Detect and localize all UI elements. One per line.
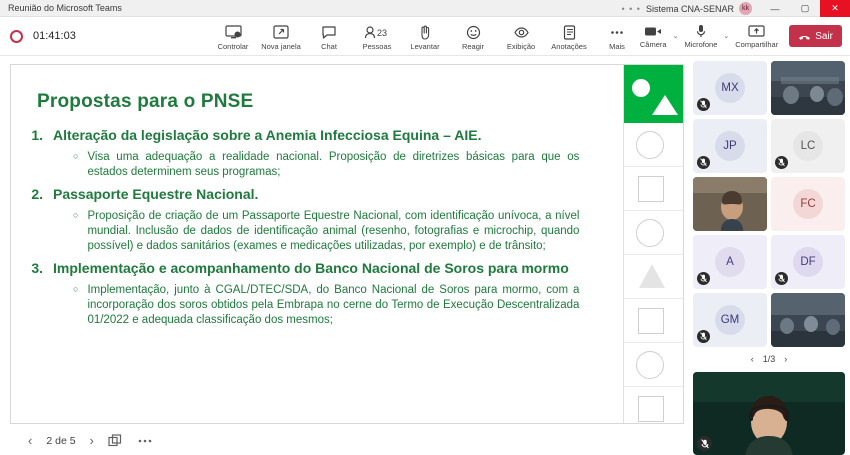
svg-text:23: 23 (377, 27, 388, 38)
list-item (29, 186, 683, 254)
avatar: DF (793, 247, 823, 277)
share-label: Compartilhar (735, 40, 779, 49)
more-button[interactable] (593, 22, 641, 51)
avatar: A (715, 247, 745, 277)
participant-rail (690, 56, 850, 455)
people-icon (364, 24, 390, 41)
next-slide-button[interactable]: › (89, 433, 94, 448)
raise-hand-label: Levantar (410, 41, 440, 51)
decoration-circle (636, 351, 664, 379)
sub-bullet (73, 209, 683, 255)
share-button[interactable] (732, 23, 781, 49)
bullet-number: 3. (31, 260, 43, 277)
view-button[interactable] (497, 22, 545, 51)
participant-tile[interactable] (771, 177, 845, 231)
decoration-circle (636, 219, 664, 247)
chat-label: Chat (321, 41, 337, 51)
meeting-timer: 01:41:03 (33, 30, 76, 42)
list-item (29, 260, 683, 328)
sub-bullet (73, 150, 683, 181)
roster-next-page-button[interactable]: › (784, 353, 788, 364)
mic-muted-icon (697, 156, 710, 169)
avatar: MX (715, 73, 745, 103)
decoration-cell (624, 387, 684, 424)
mic-muted-icon (697, 272, 710, 285)
spotlight-participant-tile[interactable] (693, 372, 845, 455)
presentation-slide[interactable] (10, 64, 684, 424)
sub-bullet-icon: ○ (73, 283, 79, 294)
sub-bullet (73, 283, 683, 329)
more-icon (609, 24, 625, 41)
bullet-number: 2. (31, 186, 43, 203)
participant-tile[interactable] (771, 119, 845, 173)
raise-hand-icon (418, 24, 432, 41)
slide-navigation (10, 424, 684, 448)
list-item (29, 127, 683, 180)
decoration-circle (636, 131, 664, 159)
reactions-button[interactable] (449, 22, 497, 51)
video-feed (771, 61, 845, 115)
participant-tile[interactable] (771, 61, 845, 115)
more-label: Mais (609, 41, 625, 51)
bullet-text: Passaporte Equestre Nacional. (53, 186, 259, 203)
window-title: Reunião do Microsoft Teams (8, 3, 122, 13)
bullet-text: Implementação e acompanhamento do Banco Nacional de Soros para mormo (53, 260, 569, 277)
title-bar (0, 0, 850, 17)
avatar: LC (793, 131, 823, 161)
mic-muted-icon (775, 156, 788, 169)
chevron-down-icon[interactable]: ⌄ (672, 33, 679, 40)
participant-tile[interactable] (693, 235, 767, 289)
sub-bullet-icon: ○ (73, 150, 79, 161)
share-screen-icon (748, 23, 765, 39)
meeting-name: Sistema CNA-SENAR (645, 3, 734, 14)
participant-tile[interactable] (693, 61, 767, 115)
decoration-green-block (624, 65, 684, 123)
decoration-cell (624, 299, 684, 343)
notes-label: Anotações (551, 41, 587, 51)
more-options-icon[interactable] (137, 434, 153, 448)
sub-bullet-text: Visa uma adequação a realidade nacional. Proposição de diretrizes básicas para que os estados determinem seus programas; (87, 150, 580, 178)
roster-page-indicator: 1/3 (762, 353, 776, 364)
title-bar-right (622, 0, 850, 17)
reactions-label: Reagir (461, 41, 485, 51)
control-button-label: Controlar (217, 41, 249, 51)
overflow-dots-icon: • • • (621, 3, 641, 14)
notes-button[interactable] (545, 22, 593, 51)
control-button[interactable] (209, 22, 257, 51)
close-button[interactable]: ✕ (820, 0, 850, 17)
participant-tile-active-speaker[interactable] (693, 177, 767, 231)
people-label: Pessoas (362, 41, 392, 51)
avatar: GM (715, 305, 745, 335)
avatar[interactable]: kk (739, 2, 752, 15)
new-window-label: Nova janela (261, 41, 301, 51)
leave-label: Sair (815, 30, 833, 42)
mic-muted-icon (775, 272, 788, 285)
microphone-icon (695, 23, 707, 39)
minimize-button[interactable]: — (770, 3, 780, 14)
new-window-button[interactable] (257, 22, 305, 51)
meeting-toolbar (0, 17, 850, 56)
shared-content-area (0, 56, 690, 455)
people-button[interactable] (353, 22, 401, 51)
slide-bullet-list (29, 127, 683, 329)
video-feed (771, 293, 845, 347)
participant-tile[interactable] (693, 293, 767, 347)
phone-hangup-icon (798, 32, 811, 41)
decoration-triangle (639, 264, 665, 288)
mic-muted-icon (697, 330, 710, 343)
roster-prev-page-button[interactable]: ‹ (750, 353, 754, 364)
reactions-icon (466, 24, 481, 41)
avatar: FC (793, 189, 823, 219)
slide-title: Propostas para o PNSE (37, 91, 254, 112)
avatar: JP (715, 131, 745, 161)
sub-bullet-text: Proposição de criação de um Passaporte Equestre Nacional, com identificação unívoca, a nível mundial. Inclusão de dados de identificação animal (resenho, fotografias e microchip, quando possível) e dados sanitários (exames e medicações utilizadas, por exemplo) e de trânsito; (87, 209, 580, 253)
call-controls (637, 23, 842, 49)
participant-tile[interactable] (771, 235, 845, 289)
slide-page-indicator: 2 de 5 (46, 434, 76, 447)
decoration-cell (624, 343, 684, 387)
participant-tile[interactable] (693, 119, 767, 173)
sub-bullet-text: Implementação, junto à CGAL/DTEC/SDA, do Banco Nacional de Soros para mormo, com a incorporação dos soros obtidos pela Embrapa no cerne do Termo de Execução Descentralizada 01/2022 e adequada classificação dos mesmos; (87, 283, 580, 327)
video-feed (693, 372, 845, 455)
maximize-button[interactable]: ▢ (800, 3, 810, 13)
previous-slide-button[interactable]: ‹ (28, 433, 33, 448)
mic-muted-icon (697, 98, 710, 111)
meeting-stage (0, 56, 850, 455)
recording-indicator-icon (10, 30, 23, 43)
view-label: Exibição (506, 41, 536, 51)
camera-button[interactable] (637, 23, 670, 49)
bullet-number: 1. (31, 127, 43, 143)
sub-bullet-icon: ○ (73, 209, 79, 220)
decoration-cell (624, 211, 684, 255)
duplicate-slides-icon[interactable] (108, 434, 123, 448)
participant-tile[interactable] (771, 293, 845, 347)
decoration-cell (624, 167, 684, 211)
video-feed (693, 177, 767, 231)
decoration-square (638, 308, 664, 334)
microphone-label: Microfone (684, 40, 718, 49)
leave-call-button[interactable] (789, 25, 842, 47)
raise-hand-button[interactable] (401, 22, 449, 51)
decoration-cell (624, 123, 684, 167)
notes-icon (563, 24, 576, 41)
meeting-name-group (622, 2, 761, 15)
recording-status (0, 30, 76, 43)
participant-grid (693, 61, 845, 347)
toolbar-actions (209, 22, 641, 51)
roster-pager (693, 351, 845, 366)
bullet-point (29, 127, 683, 145)
microphone-button[interactable] (681, 23, 720, 49)
view-icon (514, 24, 529, 41)
new-window-icon (273, 24, 289, 41)
monitor-icon (225, 24, 242, 41)
bullet-point (29, 260, 683, 278)
mic-muted-icon (697, 436, 712, 451)
decoration-square (638, 176, 664, 202)
chat-button[interactable] (305, 22, 353, 51)
decoration-cell (624, 255, 684, 299)
bullet-text: Alteração da legislação sobre a Anemia Infecciosa Equina – AIE. (53, 127, 482, 143)
chevron-down-icon[interactable]: ⌄ (723, 33, 730, 40)
decoration-square (638, 396, 664, 422)
bullet-point (29, 186, 683, 204)
camera-label: Câmera (639, 40, 667, 49)
slide-decoration (623, 65, 683, 423)
camera-icon (644, 23, 662, 39)
chat-icon (321, 24, 337, 41)
